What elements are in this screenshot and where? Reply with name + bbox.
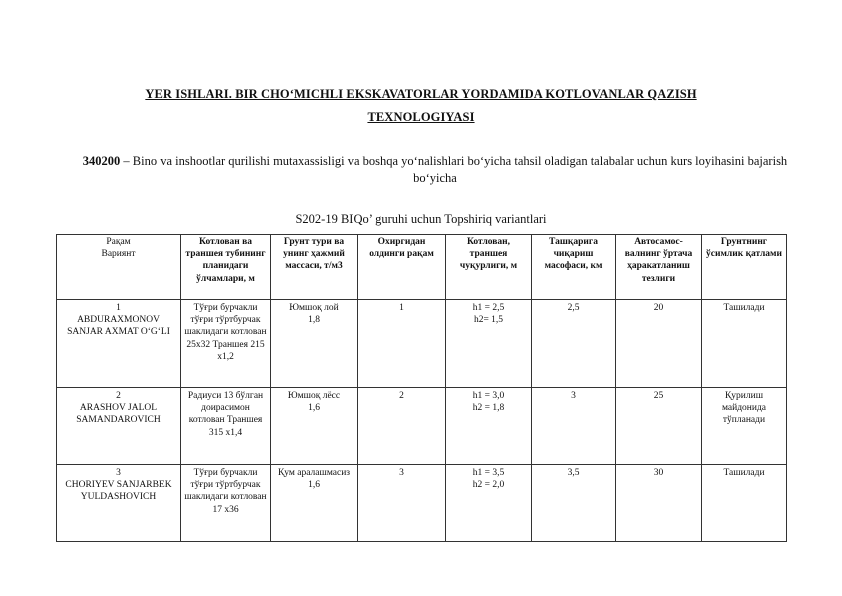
cell-dimensions: Тўғри бурчакли тўғри тўртбурчак шаклидаги котлован 25x32 Траншея 215 x1,2: [181, 300, 271, 388]
cell-depth: h1 = 3,5 h2 = 2,0: [446, 465, 532, 542]
header-depth: Котлован, траншея чуқурлиги, м: [446, 235, 532, 300]
document-subtitle: [76, 153, 794, 187]
header-penultimate-number: Охиргидан олдинги рақам: [358, 235, 446, 300]
cell-depth: h1 = 2,5 h2= 1,5: [446, 300, 532, 388]
header-dimensions: Котлован ва траншея тубининг планидаги ўлчамлари, м: [181, 235, 271, 300]
cell-soil: Юмшоқ лой 1,8: [271, 300, 358, 388]
variants-title: S202-19 BIQo’ guruhi uchun Topshiriq variantlari: [295, 212, 547, 226]
cell-distance: 2,5: [532, 300, 616, 388]
document-title-line2: TEXNOLOGIYASI: [367, 110, 475, 124]
table-row: [57, 388, 787, 465]
cell-variant: 2 ARASHOV JALOL SAMANDAROVICH: [57, 388, 181, 465]
cell-penultimate: 3: [358, 465, 446, 542]
header-soil-type: Грунт тури ва унинг ҳажмий массаси, т/м3: [271, 235, 358, 300]
cell-distance: 3,5: [532, 465, 616, 542]
cell-variant: 3 CHORIYEV SANJARBEK YULDASHOVICH: [57, 465, 181, 542]
cell-dimensions: Радиуси 13 бўлган доирасимон котлован Траншея 315 x1,4: [181, 388, 271, 465]
cell-layer: Ташилади: [702, 300, 787, 388]
specialty-code: 340200: [82, 154, 121, 168]
header-speed: Автосамос-валнинг ўртача ҳаракатланиш тезлиги: [616, 235, 702, 300]
cell-penultimate: 1: [358, 300, 446, 388]
cell-depth: h1 = 3,0 h2 = 1,8: [446, 388, 532, 465]
cell-speed: 25: [616, 388, 702, 465]
cell-layer: Ташилади: [702, 465, 787, 542]
cell-speed: 30: [616, 465, 702, 542]
cell-variant: 1 ABDURAXMONOV SANJAR AXMAT O‘G‘LI: [57, 300, 181, 388]
cell-speed: 20: [616, 300, 702, 388]
variants-table: [56, 234, 787, 542]
cell-soil: Юмшоқ лёсс 1,6: [271, 388, 358, 465]
table-row: [57, 465, 787, 542]
cell-layer: Қурилиш майдонида тўпланади: [702, 388, 787, 465]
table-row: [57, 300, 787, 388]
cell-dimensions: Тўғри бурчакли тўғри тўртбурчак шаклидаги котлован 17 x36: [181, 465, 271, 542]
subtitle-text: – Bino va inshootlar qurilishi mutaxassisligi va boshqa yo‘nalishlari bo‘yicha tahsil oladigan talabalar uchun kurs loyihasini bajarish bo‘yicha: [120, 154, 788, 185]
table-header-row: [57, 235, 787, 300]
cell-distance: 3: [532, 388, 616, 465]
document-title-line1: YER ISHLARI. BIR CHO‘MICHLI EKSKAVATORLAR YORDAMIDA KOTLOVANLAR QAZISH: [145, 87, 697, 101]
header-distance: Ташқарига чиқариш масофаси, км: [532, 235, 616, 300]
cell-penultimate: 2: [358, 388, 446, 465]
header-number-variant: Рақам Вариянт: [57, 235, 181, 300]
cell-soil: Қум аралашмасиз 1,6: [271, 465, 358, 542]
header-topsoil-layer: Грунтнинг ўсимлик қатлами: [702, 235, 787, 300]
